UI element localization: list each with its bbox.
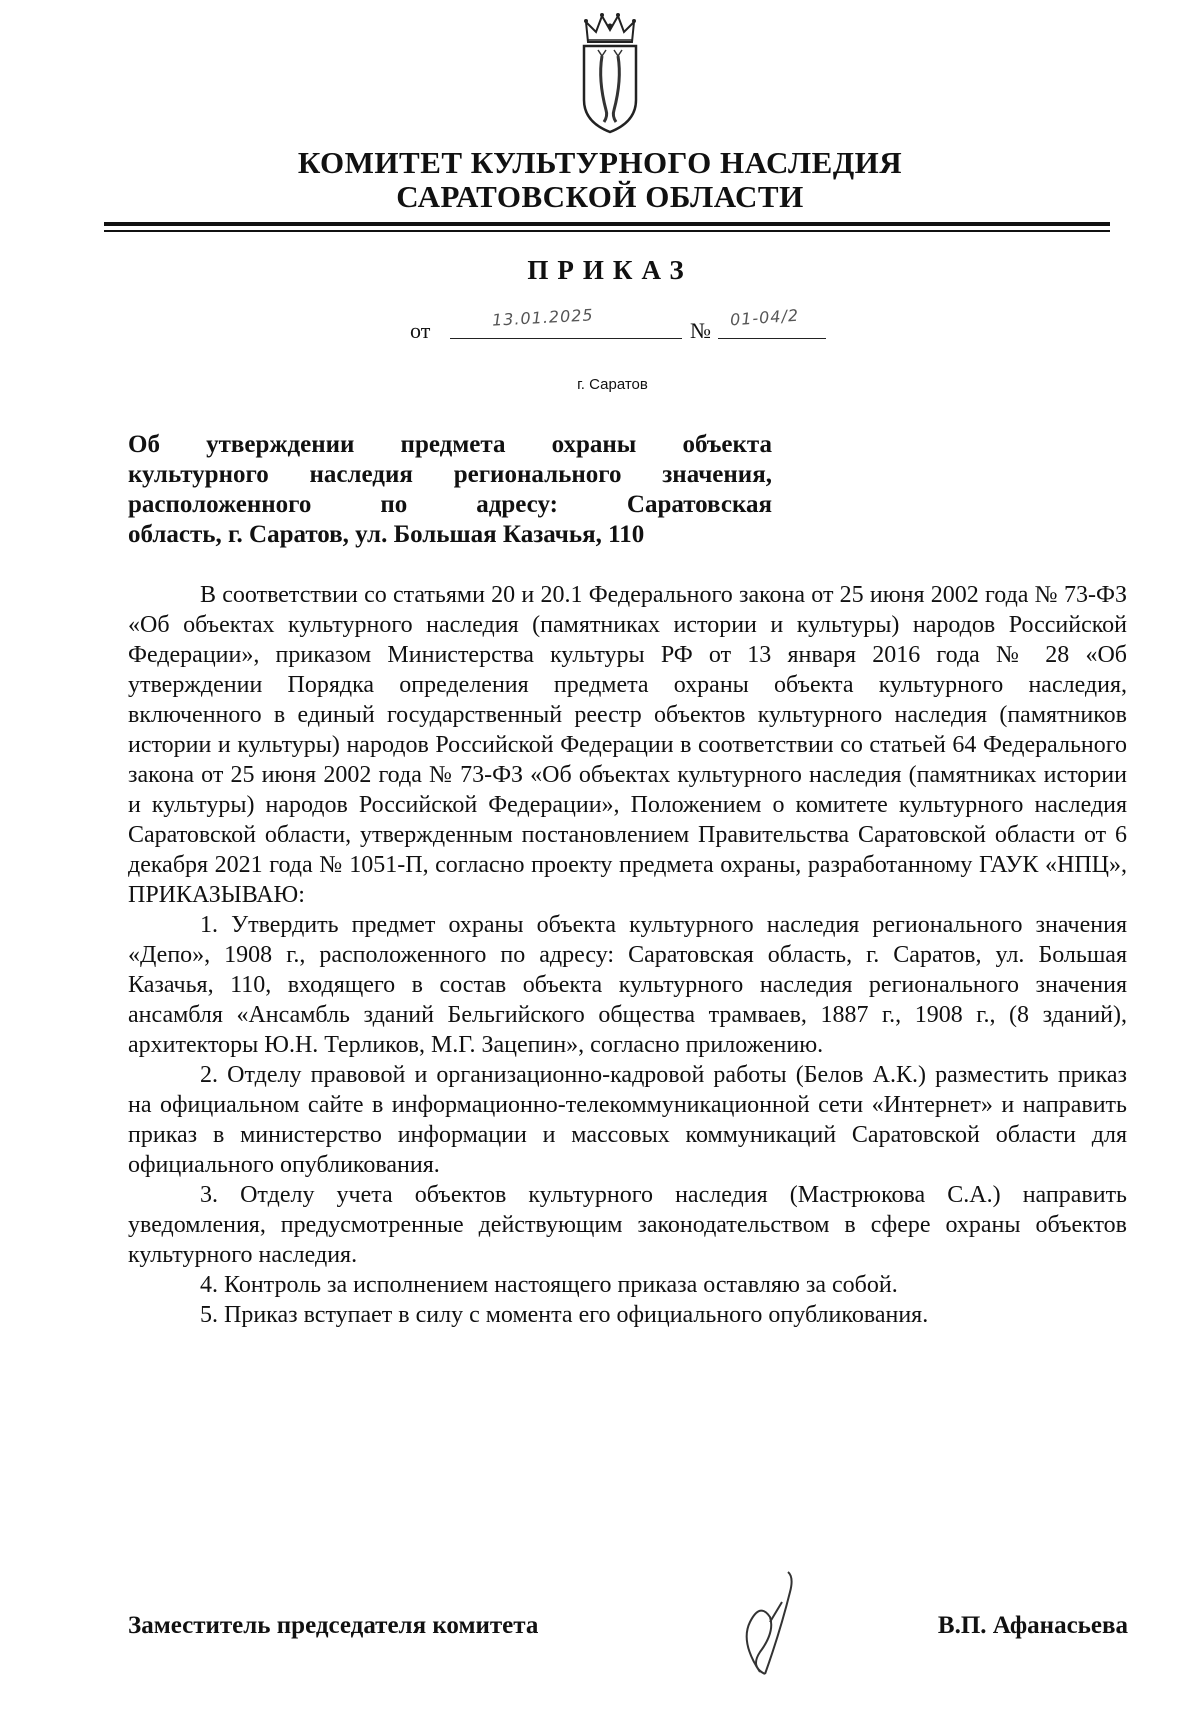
order-item: 1. Утвердить предмет охраны объекта культурного наследия регионального значения «Депо», 1908 г., расположенного по адресу: Саратовская область, г. Саратов, ул. Большая Казачья, 110, входящего в состав объекта культурного наследия регионального значения ансамбля «Ансамбль зданий Бельгийского общества трамваев, 1887 г., 1908 г., (8 зданий), архитекторы Ю.Н. Терликов, М.Г. Зацепин», согласно приложению.	[128, 912, 1127, 1058]
signatory-position: Заместитель председателя комитета	[128, 1612, 539, 1639]
date-value: 13.01.2025	[491, 305, 595, 330]
coat-of-arms-icon	[580, 10, 640, 135]
order-item: 5. Приказ вступает в силу с момента его официального опубликования.	[200, 1302, 929, 1328]
org-name-line1: КОМИТЕТ КУЛЬТУРНОГО НАСЛЕДИЯ	[297, 145, 903, 180]
handwritten-signature	[720, 1562, 810, 1682]
subject-line: область, г. Саратов, ул. Большая Казачья, 110	[128, 521, 645, 548]
subject-line: Об утверждении предмета охраны объекта	[128, 431, 772, 458]
header-divider	[104, 222, 1110, 226]
order-item: 4. Контроль за исполнением настоящего приказа оставляю за собой.	[200, 1272, 898, 1298]
preamble-paragraph: В соответствии со статьями 20 и 20.1 Федерального закона от 25 июня 2002 года № 73-ФЗ «Об объектах культурного наследия (памятниках истории и культуры) народов Российской Федерации», приказом Министерства культуры РФ от 13 января 2016 года № 28 «Об утверждении Порядка определения предмета охраны объекта культурного наследия, включенного в единый государственный реестр объектов культурного наследия (памятников истории и культуры) народов Российской Федерации в соответствии со статьей 64 Федерального закона от 25 июня 2002 года № 73-ФЗ «Об объектах культурного наследия (памятниках истории и культуры) народов Российской Федерации», Положением о комитете культурного наследия Саратовской области, утвержденным постановлением Правительства Саратовской области от 6 декабря 2021 года № 1051-П, согласно проекту предмета охраны, разработанному ГАУК «НПЦ», ПРИКАЗЫВАЮ:	[128, 582, 1127, 908]
date-field	[450, 302, 682, 339]
signatory-name: В.П. Афанасьева	[937, 1612, 1128, 1639]
subject-heading	[128, 430, 772, 550]
number-value: 01-04/2	[729, 305, 800, 330]
document-body	[128, 580, 1127, 1330]
number-prefix: №	[690, 318, 711, 343]
order-item: 3. Отделу учета объектов культурного наследия (Мастрюкова С.А.) направить уведомления, предусмотренные действующим законодательством в сфере охраны объектов культурного наследия.	[128, 1182, 1127, 1268]
number-field	[718, 302, 826, 339]
city: г. Саратов	[577, 376, 648, 393]
org-name-line2: САРАТОВСКОЙ ОБЛАСТИ	[396, 179, 804, 214]
subject-line: расположенного по адресу: Саратовская	[128, 491, 772, 518]
header-divider-thin	[104, 230, 1110, 232]
subject-line: культурного наследия регионального значения,	[128, 461, 772, 488]
order-item: 2. Отделу правовой и организационно-кадровой работы (Белов А.К.) разместить приказ на официальном сайте в информационно-телекоммуникационной сети «Интернет» и направить приказ в министерство информации и массовых коммуникаций Саратовской области для официального опубликования.	[128, 1062, 1127, 1178]
document-type: ПРИКАЗ	[527, 255, 693, 285]
date-prefix: от	[410, 318, 431, 343]
